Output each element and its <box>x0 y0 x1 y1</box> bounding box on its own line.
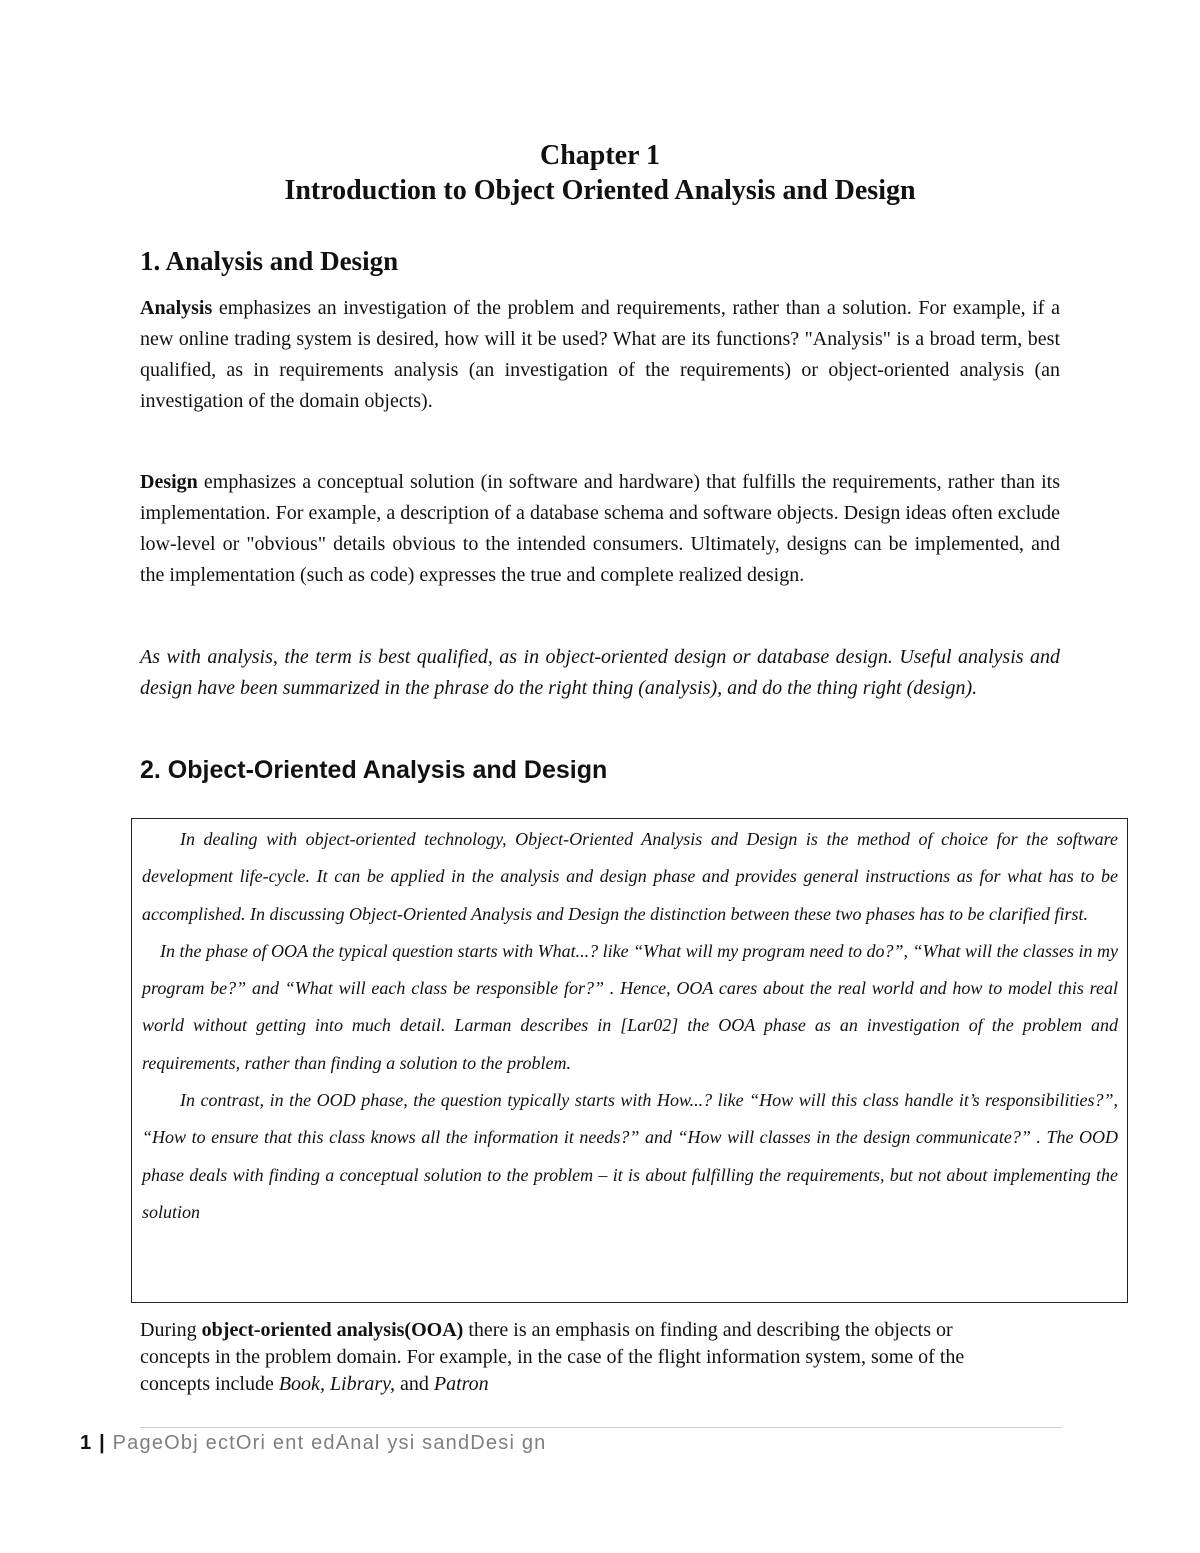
section-heading-analysis-design: 1. Analysis and Design <box>140 246 399 276</box>
quote-box <box>131 818 1128 1303</box>
page-number: 1 | <box>80 1432 106 1454</box>
box-paragraph-2: In the phase of OOA the typical question starts with What...? like “What will my program need to do?”, “What will the classes in my program be?” and “What will each class be responsible for?” . Hence, OOA cares about the real world and how to model this real world without getting into much detail. Larman describes in [Lar02] the OOA phase as an investigation of the problem and requirements, rather than finding a solution to the problem. <box>142 940 1118 1073</box>
footer-text: PageObj ectOri ent edAnal ysi sandDesi gn <box>105 1432 547 1454</box>
concept-library: Library, <box>329 1373 395 1395</box>
box-paragraph-1: In dealing with object-oriented technology, Object-Oriented Analysis and Design is the method of choice for the software development life-cycle. It can be applied in the analysis and design phase and provides general instructions as for what has to be accomplished. In discussing Object-Oriented Analysis and Design the distinction between these two phases has to be clarified first. <box>142 829 1118 924</box>
box-paragraph-3: In contrast, in the OOD phase, the question typically starts with How...? like “How will this class handle it’s responsibilities?”, “How to ensure that this class knows all the information it needs?” and “How will classes in the design communicate?” . The OOD phase deals with finding a conceptual solution to the problem – it is about fulfilling the requirements, but not about implementing the solution <box>142 1090 1118 1222</box>
term-ooa: object-oriented analysis(OOA) <box>201 1319 464 1341</box>
section-heading-ooad: 2. Object-Oriented Analysis and Design <box>140 756 608 784</box>
page-footer <box>80 1432 547 1455</box>
concept-patron: Patron <box>433 1373 489 1395</box>
chapter-title: Introduction to Object Oriented Analysis and Design <box>284 175 916 206</box>
design-text: emphasizes a conceptual solution (in software and hardware) that fulfills the requirements, rather than its implementation. For example, a description of a database schema and software objects. Design ideas often exclude low-level or "obvious" details obvious to the intended consumers. Ultimately, designs can be implemented, and the implementation (such as code) expresses the true and complete realized design. <box>140 471 1060 586</box>
during-text: there is an emphasis on finding and describing the objects or concepts in the problem domain. For example, in the case of the flight information system, some of the concepts include <box>140 1319 965 1395</box>
paragraph-during-ooa <box>140 1317 1020 1398</box>
footer-divider <box>140 1427 1062 1428</box>
paragraph-analysis <box>140 293 1060 417</box>
chapter-label: Chapter 1 <box>539 140 661 171</box>
term-analysis: Analysis <box>140 297 213 319</box>
concept-book: Book, <box>278 1373 325 1395</box>
paragraph-design <box>140 467 1060 591</box>
analysis-text: emphasizes an investigation of the problem and requirements, rather than a solution. For example, if a new online trading system is desired, how will it be used? What are its functions? "Analysis" is a broad term, best qualified, as in requirements analysis (an investigation of the requirements) or object-oriented analysis (an investigation of the domain objects). <box>140 297 1060 412</box>
term-design: Design <box>140 471 198 493</box>
paragraph-italic-note: As with analysis, the term is best qualified, as in object-oriented design or database design. Useful analysis and design have been summarized in the phrase do the right thing (analysis), and do the thing right (design). <box>140 646 1060 699</box>
during-prefix: During <box>140 1319 202 1341</box>
and-word: and <box>394 1373 434 1395</box>
